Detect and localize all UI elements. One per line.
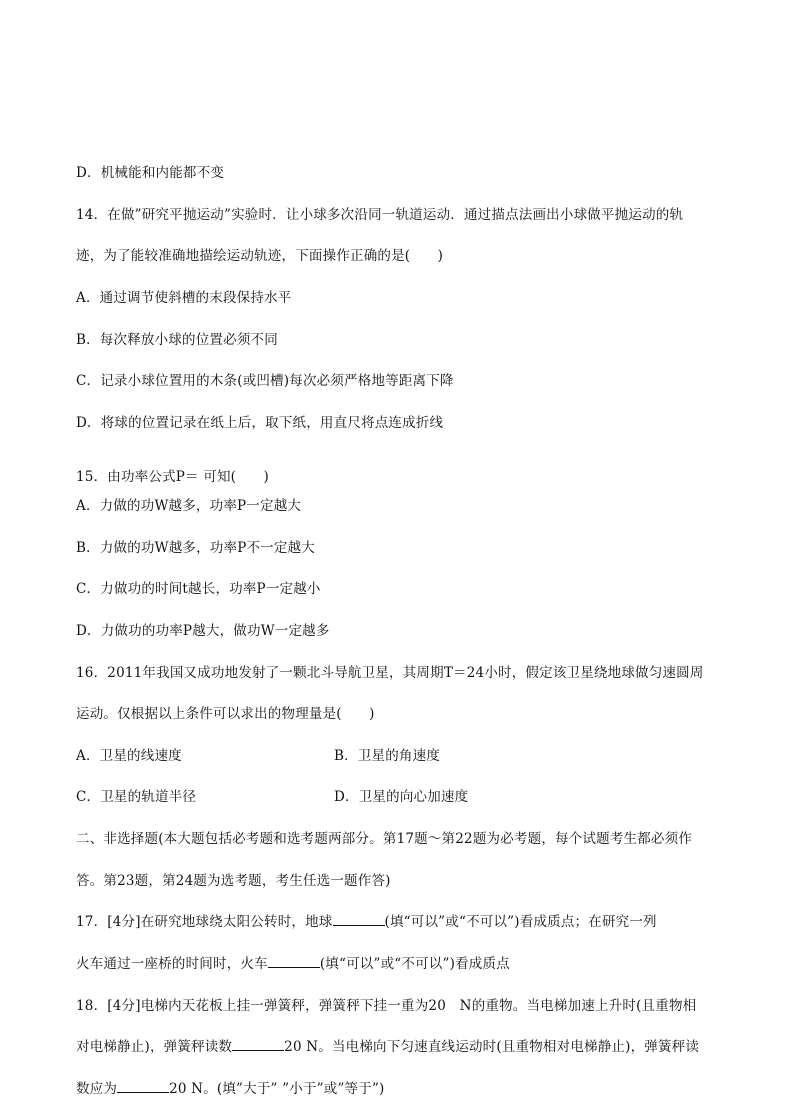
q18-blank-2 — [117, 1080, 169, 1093]
q16-stem-line1: 16．2011年我国又成功地发射了一颗北斗导航卫星，其周期T＝24小时，假定该卫星绕地球做匀速圆周 — [76, 665, 704, 681]
q16-option-a: A．卫星的线速度 — [76, 748, 182, 764]
q17-line2-part1: 火车通过一座桥的时间时，火车 — [76, 956, 268, 972]
q17-line2 — [76, 955, 510, 973]
q15-option-b: B．力做的功W越多，功率P不一定越大 — [76, 540, 315, 556]
q14-option-d: D．将球的位置记录在纸上后，取下纸，用直尺将点连成折线 — [76, 415, 444, 431]
q17-line2-part2: (填“可以”或“不可以”)看成质点 — [319, 956, 510, 972]
q14-stem-line1: 14．在做”研究平抛运动”实验时．让小球多次沿同一轨道运动．通过描点法画出小球做平抛运动的轨 — [76, 207, 684, 223]
q16-option-d: D．卫星的向心加速度 — [334, 789, 469, 805]
q17-line1-part1: 17．[4分]在研究地球绕太阳公转时，地球 — [76, 914, 333, 930]
q18-line3 — [76, 1080, 385, 1098]
q18-line2-part1: 对电梯静止)，弹簧秤读数 — [76, 1039, 233, 1055]
q15-option-d: D．力做功的功率P越大，做功W一定越多 — [76, 623, 330, 639]
q14-option-a: A．通过调节使斜槽的末段保持水平 — [76, 290, 292, 306]
q14-option-b: B．每次释放小球的位置必须不同 — [76, 332, 278, 348]
q17-line1-part2: (填“可以”或“不可以”)看成质点；在研究一列 — [384, 914, 657, 930]
q18-line3-part2: 20 N。(填”大于” ”小于”或”等于”) — [169, 1081, 385, 1097]
q15-option-a: A．力做的功W越多，功率P一定越大 — [76, 498, 302, 514]
q16-option-c: C．卫星的轨道半径 — [76, 789, 197, 805]
q18-blank-1 — [232, 1038, 284, 1051]
q14-option-c: C．记录小球位置用的木条(或凹槽)每次必须严格地等距离下降 — [76, 373, 454, 389]
q16-stem-line2: 运动。仅根据以上条件可以求出的物理量是( ) — [76, 706, 375, 722]
q13-option-d: D．机械能和内能都不变 — [76, 165, 225, 181]
q15-stem: 15．由功率公式P＝ 可知( ) — [76, 469, 269, 485]
q14-stem-line2: 迹，为了能较准确地描绘运动轨迹，下面操作正确的是( ) — [76, 248, 444, 264]
section2-heading-line2: 答。第23题，第24题为选考题，考生任选一题作答) — [76, 873, 391, 889]
q18-line1: 18．[4分]电梯内天花板上挂一弹簧秤，弹簧秤下挂一重为20 N的重物。当电梯加速上升时(且重物相 — [76, 998, 697, 1014]
q17-blank-1 — [333, 913, 385, 926]
section2-heading-line1: 二、非选择题(本大题包括必考题和选考题两部分。第17题～第22题为必考题，每个试题考生都必须作 — [76, 831, 693, 847]
q17-line1 — [76, 913, 657, 931]
q18-line3-part1: 数应为 — [76, 1081, 118, 1097]
q16-option-b: B．卫星的角速度 — [334, 748, 441, 764]
q17-blank-2 — [268, 955, 320, 968]
q18-line2 — [76, 1038, 699, 1056]
q18-line2-part2: 20 N。当电梯向下匀速直线运动时(且重物相对电梯静止)，弹簧秤读 — [284, 1039, 700, 1055]
q15-option-c: C．力做功的时间t越长，功率P一定越小 — [76, 581, 321, 597]
